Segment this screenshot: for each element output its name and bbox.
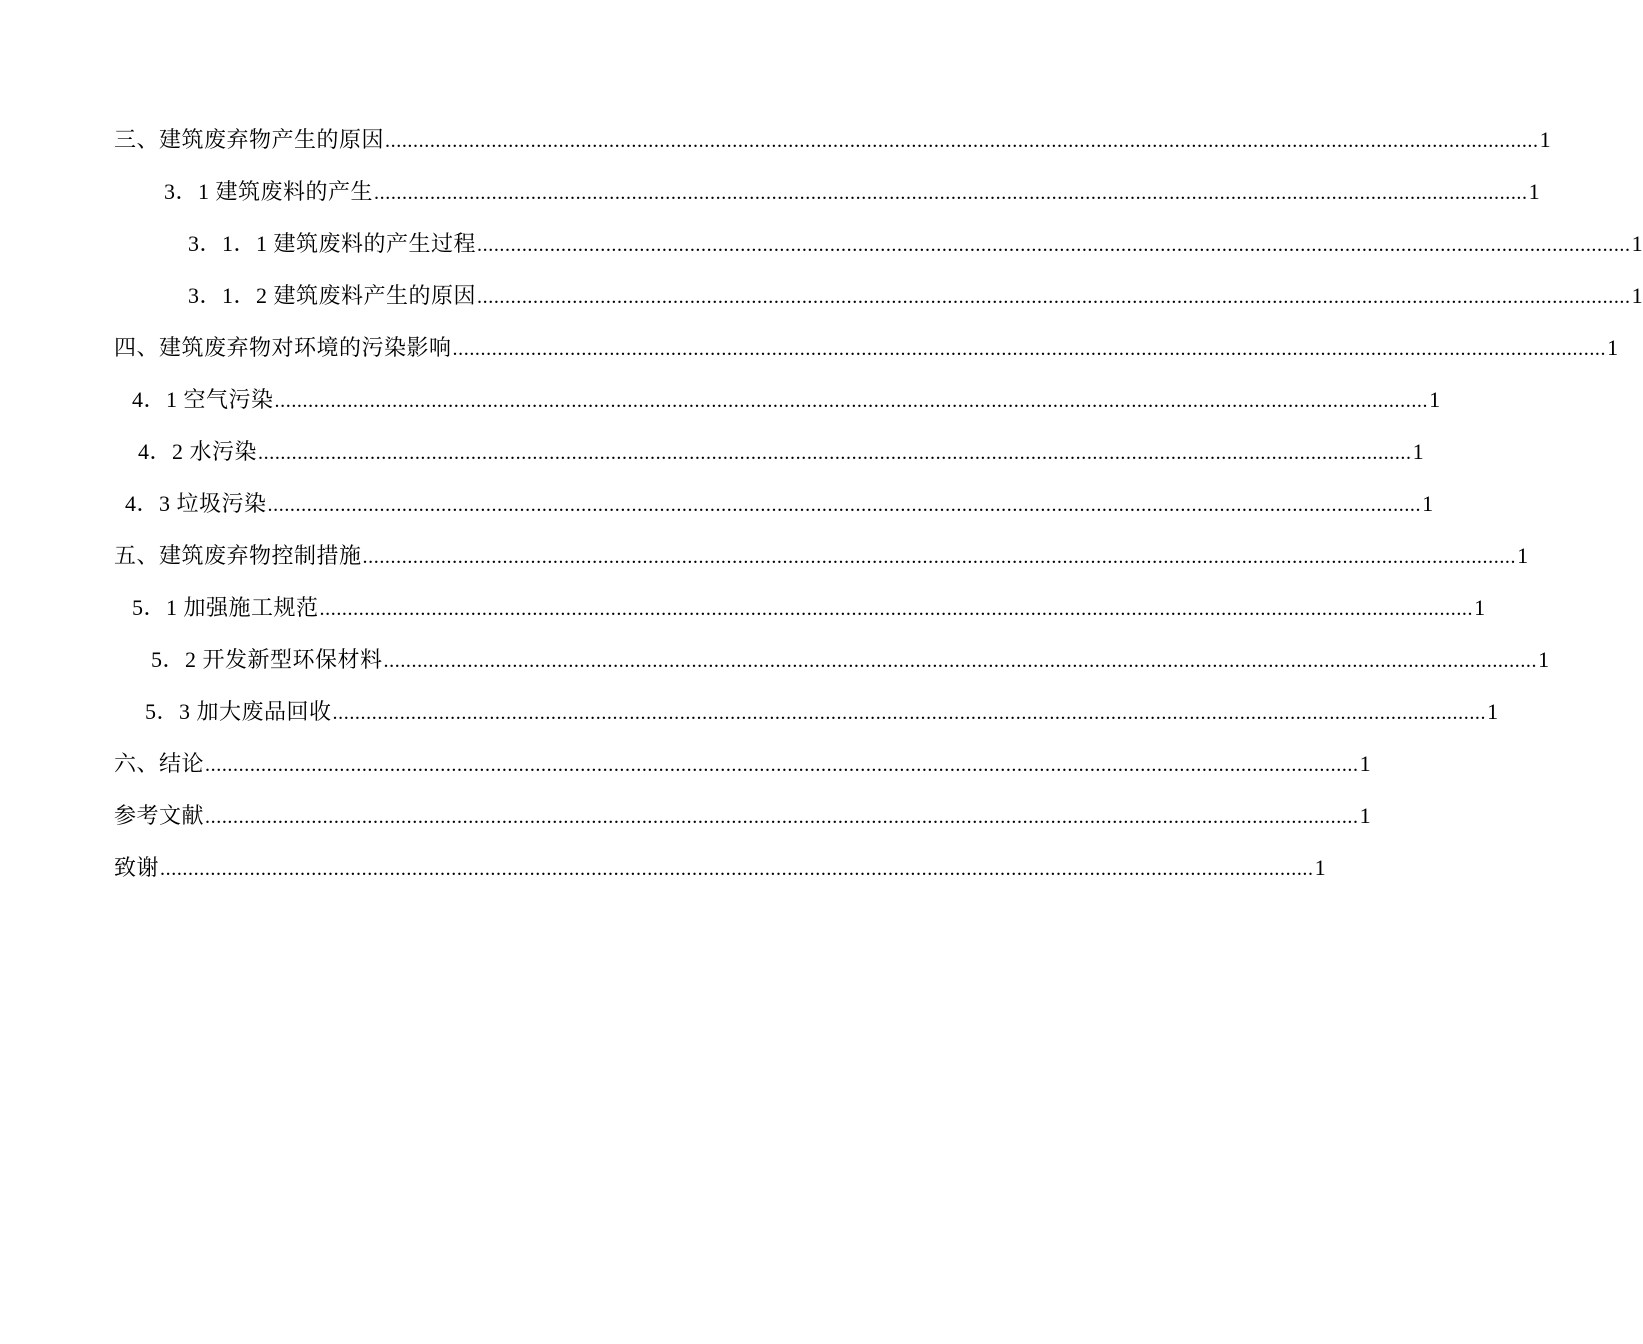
toc-page-number: 1 [1422, 491, 1434, 516]
toc-dot-leader: .............................................................................................................................................................................................................. [477, 234, 1631, 256]
toc-dot-leader: .............................................................................................................................................................................................................. [383, 650, 1538, 672]
toc-page-number: 1 [1517, 543, 1529, 568]
toc-dot-leader: .............................................................................................................................................................................................................. [267, 494, 1422, 516]
toc-entry-title: 五、建筑废弃物控制措施 [114, 543, 362, 568]
toc-entry-section-5-3[interactable] [145, 696, 1499, 728]
toc-page-number: 1 [1528, 179, 1540, 204]
toc-entry-title: 六、结论 [114, 751, 205, 776]
toc-dot-leader: .............................................................................................................................................................................................................. [332, 702, 1487, 724]
toc-entry-section-3-1-1[interactable] [188, 228, 1643, 260]
toc-entry-section-5-1[interactable] [132, 592, 1486, 624]
toc-dot-leader: .............................................................................................................................................................................................................. [205, 806, 1359, 828]
toc-entry-title: 三、建筑废弃物产生的原因 [114, 127, 385, 152]
toc-entry-section-5-2[interactable] [151, 644, 1550, 676]
toc-entry-title: 3．1 建筑废料的产生 [164, 179, 374, 204]
toc-page-number: 1 [1631, 231, 1643, 256]
toc-page-number: 1 [1359, 803, 1371, 828]
toc-dot-leader: .............................................................................................................................................................................................................. [205, 754, 1359, 776]
toc-page-number: 1 [1607, 335, 1619, 360]
toc-entry-section-3[interactable] [114, 124, 1551, 156]
toc-page-number: 1 [1538, 647, 1550, 672]
toc-entry-section-5[interactable] [114, 540, 1529, 572]
toc-dot-leader: .............................................................................................................................................................................................................. [362, 546, 1517, 568]
toc-entry-title: 5．2 开发新型环保材料 [151, 647, 383, 672]
toc-entry-section-6[interactable] [114, 748, 1371, 780]
toc-entry-title: 5．1 加强施工规范 [132, 595, 319, 620]
toc-dot-leader: .............................................................................................................................................................................................................. [477, 286, 1631, 308]
toc-page-number: 1 [1474, 595, 1486, 620]
toc-page-number: 1 [1314, 855, 1326, 880]
toc-page-number: 1 [1539, 127, 1551, 152]
toc-entry-title: 致谢 [114, 855, 160, 880]
toc-entry-section-4-3[interactable] [125, 488, 1434, 520]
toc-dot-leader: .............................................................................................................................................................................................................. [160, 858, 1314, 880]
toc-dot-leader: .............................................................................................................................................................................................................. [274, 390, 1429, 412]
toc-page-number: 1 [1359, 751, 1371, 776]
toc-page-number: 1 [1487, 699, 1499, 724]
toc-entry-section-4-1[interactable] [132, 384, 1441, 416]
toc-dot-leader: .............................................................................................................................................................................................................. [258, 442, 1412, 464]
toc-page-number: 1 [1631, 283, 1643, 308]
toc-entry-section-4[interactable] [114, 332, 1619, 364]
toc-dot-leader: .............................................................................................................................................................................................................. [452, 338, 1607, 360]
toc-entry-title: 4．2 水污染 [138, 439, 258, 464]
toc-entry-title: 4．1 空气污染 [132, 387, 274, 412]
toc-entry-title: 3．1．2 建筑废料产生的原因 [188, 283, 477, 308]
toc-entry-acknowledgements[interactable] [114, 852, 1326, 884]
toc-entry-title: 5．3 加大废品回收 [145, 699, 332, 724]
toc-entry-section-4-2[interactable] [138, 436, 1424, 468]
toc-entry-title: 四、建筑废弃物对环境的污染影响 [114, 335, 452, 360]
toc-entry-title: 4．3 垃圾污染 [125, 491, 267, 516]
toc-entry-title: 3．1．1 建筑废料的产生过程 [188, 231, 477, 256]
toc-dot-leader: .............................................................................................................................................................................................................. [374, 182, 1528, 204]
toc-page-number: 1 [1429, 387, 1441, 412]
toc-dot-leader: .............................................................................................................................................................................................................. [319, 598, 1474, 620]
toc-entry-title: 参考文献 [114, 803, 205, 828]
toc-entry-section-3-1-2[interactable] [188, 280, 1643, 312]
toc-page-number: 1 [1412, 439, 1424, 464]
toc-entry-section-3-1[interactable] [164, 176, 1540, 208]
toc-entry-references[interactable] [114, 800, 1371, 832]
toc-dot-leader: .............................................................................................................................................................................................................. [385, 130, 1539, 152]
